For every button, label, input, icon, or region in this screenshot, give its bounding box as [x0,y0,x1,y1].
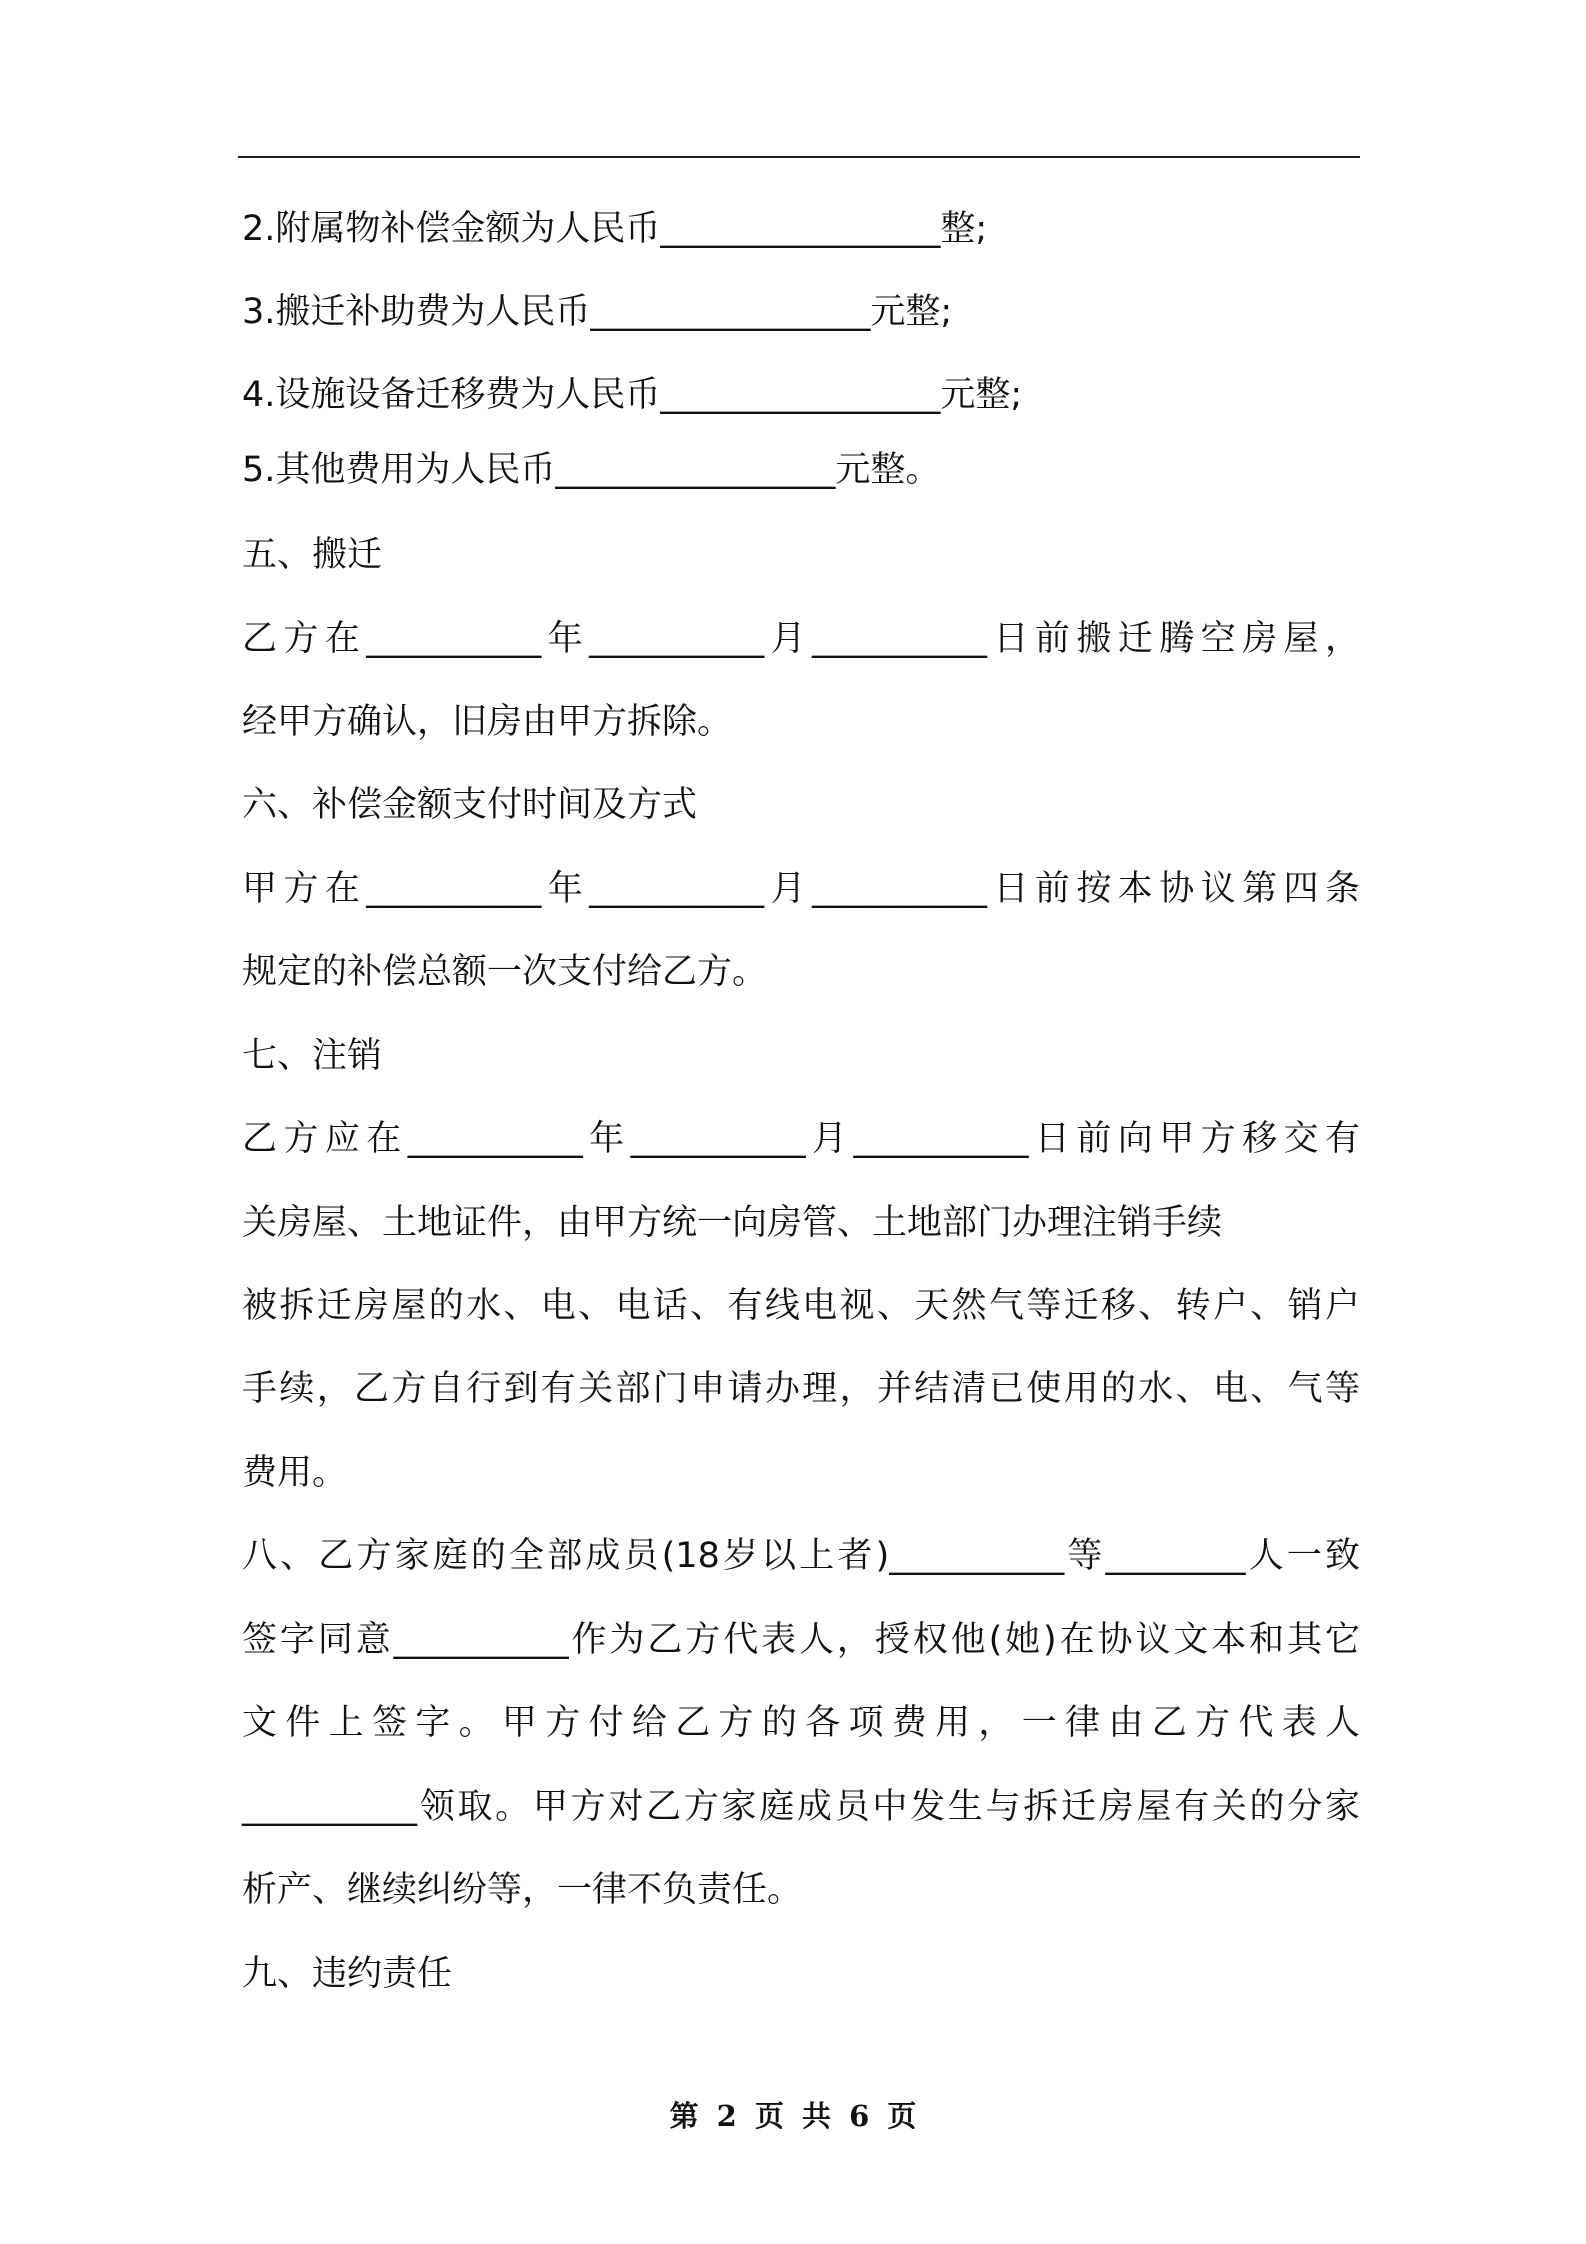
section-7-text-line-3: 被拆迁房屋的水、电、电话、有线电视、天然气等迁移、转户、销户 [242,1286,1360,1326]
clause-4-item-4: 4.设施设备迁移费为人民币________________元整; [242,375,1023,415]
section-6-text-line-2: 规定的补偿总额一次支付给乙方。 [242,952,768,992]
section-8-text-line-4: __________领取。甲方对乙方家庭成员中发生与拆迁房屋有关的分家 [242,1787,1360,1827]
section-7-text-line-1: 乙方应在__________年__________月__________日前向甲方移交有 [242,1119,1360,1159]
section-8-text-line-1: 八、乙方家庭的全部成员(18岁以上者)__________等________人一致 [242,1536,1360,1576]
clause-4-item-5: 5.其他费用为人民币________________元整。 [242,450,941,490]
section-6-text-line-1: 甲方在__________年__________月__________日前按本协议第四条 [242,869,1360,909]
clause-4-item-3: 3.搬迁补助费为人民币________________元整; [242,292,953,332]
section-5-text-line-2: 经甲方确认，旧房由甲方拆除。 [242,702,733,742]
section-heading-7: 七、注销 [242,1036,383,1076]
header-rule [238,156,1360,158]
section-heading-5: 五、搬迁 [242,535,383,575]
page-number: 第 2 页 共 6 页 [669,2099,917,2133]
section-7-text-line-4: 手续，乙方自行到有关部门申请办理，并结清已使用的水、电、气等 [242,1369,1360,1409]
section-7-text-line-5: 费用。 [242,1453,348,1493]
section-8-text-line-5: 析产、继续纠纷等，一律不负责任。 [242,1870,803,1910]
section-7-text-line-2: 关房屋、土地证件，由甲方统一向房管、土地部门办理注销手续 [242,1203,1223,1243]
section-heading-6: 六、补偿金额支付时间及方式 [242,785,698,825]
section-5-text-line-1: 乙方在__________年__________月__________日前搬迁腾空房屋， [242,619,1360,659]
section-heading-9: 九、违约责任 [242,1954,453,1994]
clause-4-item-2: 2.附属物补偿金额为人民币________________整; [242,209,988,249]
section-8-text-line-3: 文件上签字。甲方付给乙方的各项费用，一律由乙方代表人 [242,1703,1360,1743]
section-8-text-line-2: 签字同意__________作为乙方代表人，授权他(她)在协议文本和其它 [242,1620,1360,1660]
